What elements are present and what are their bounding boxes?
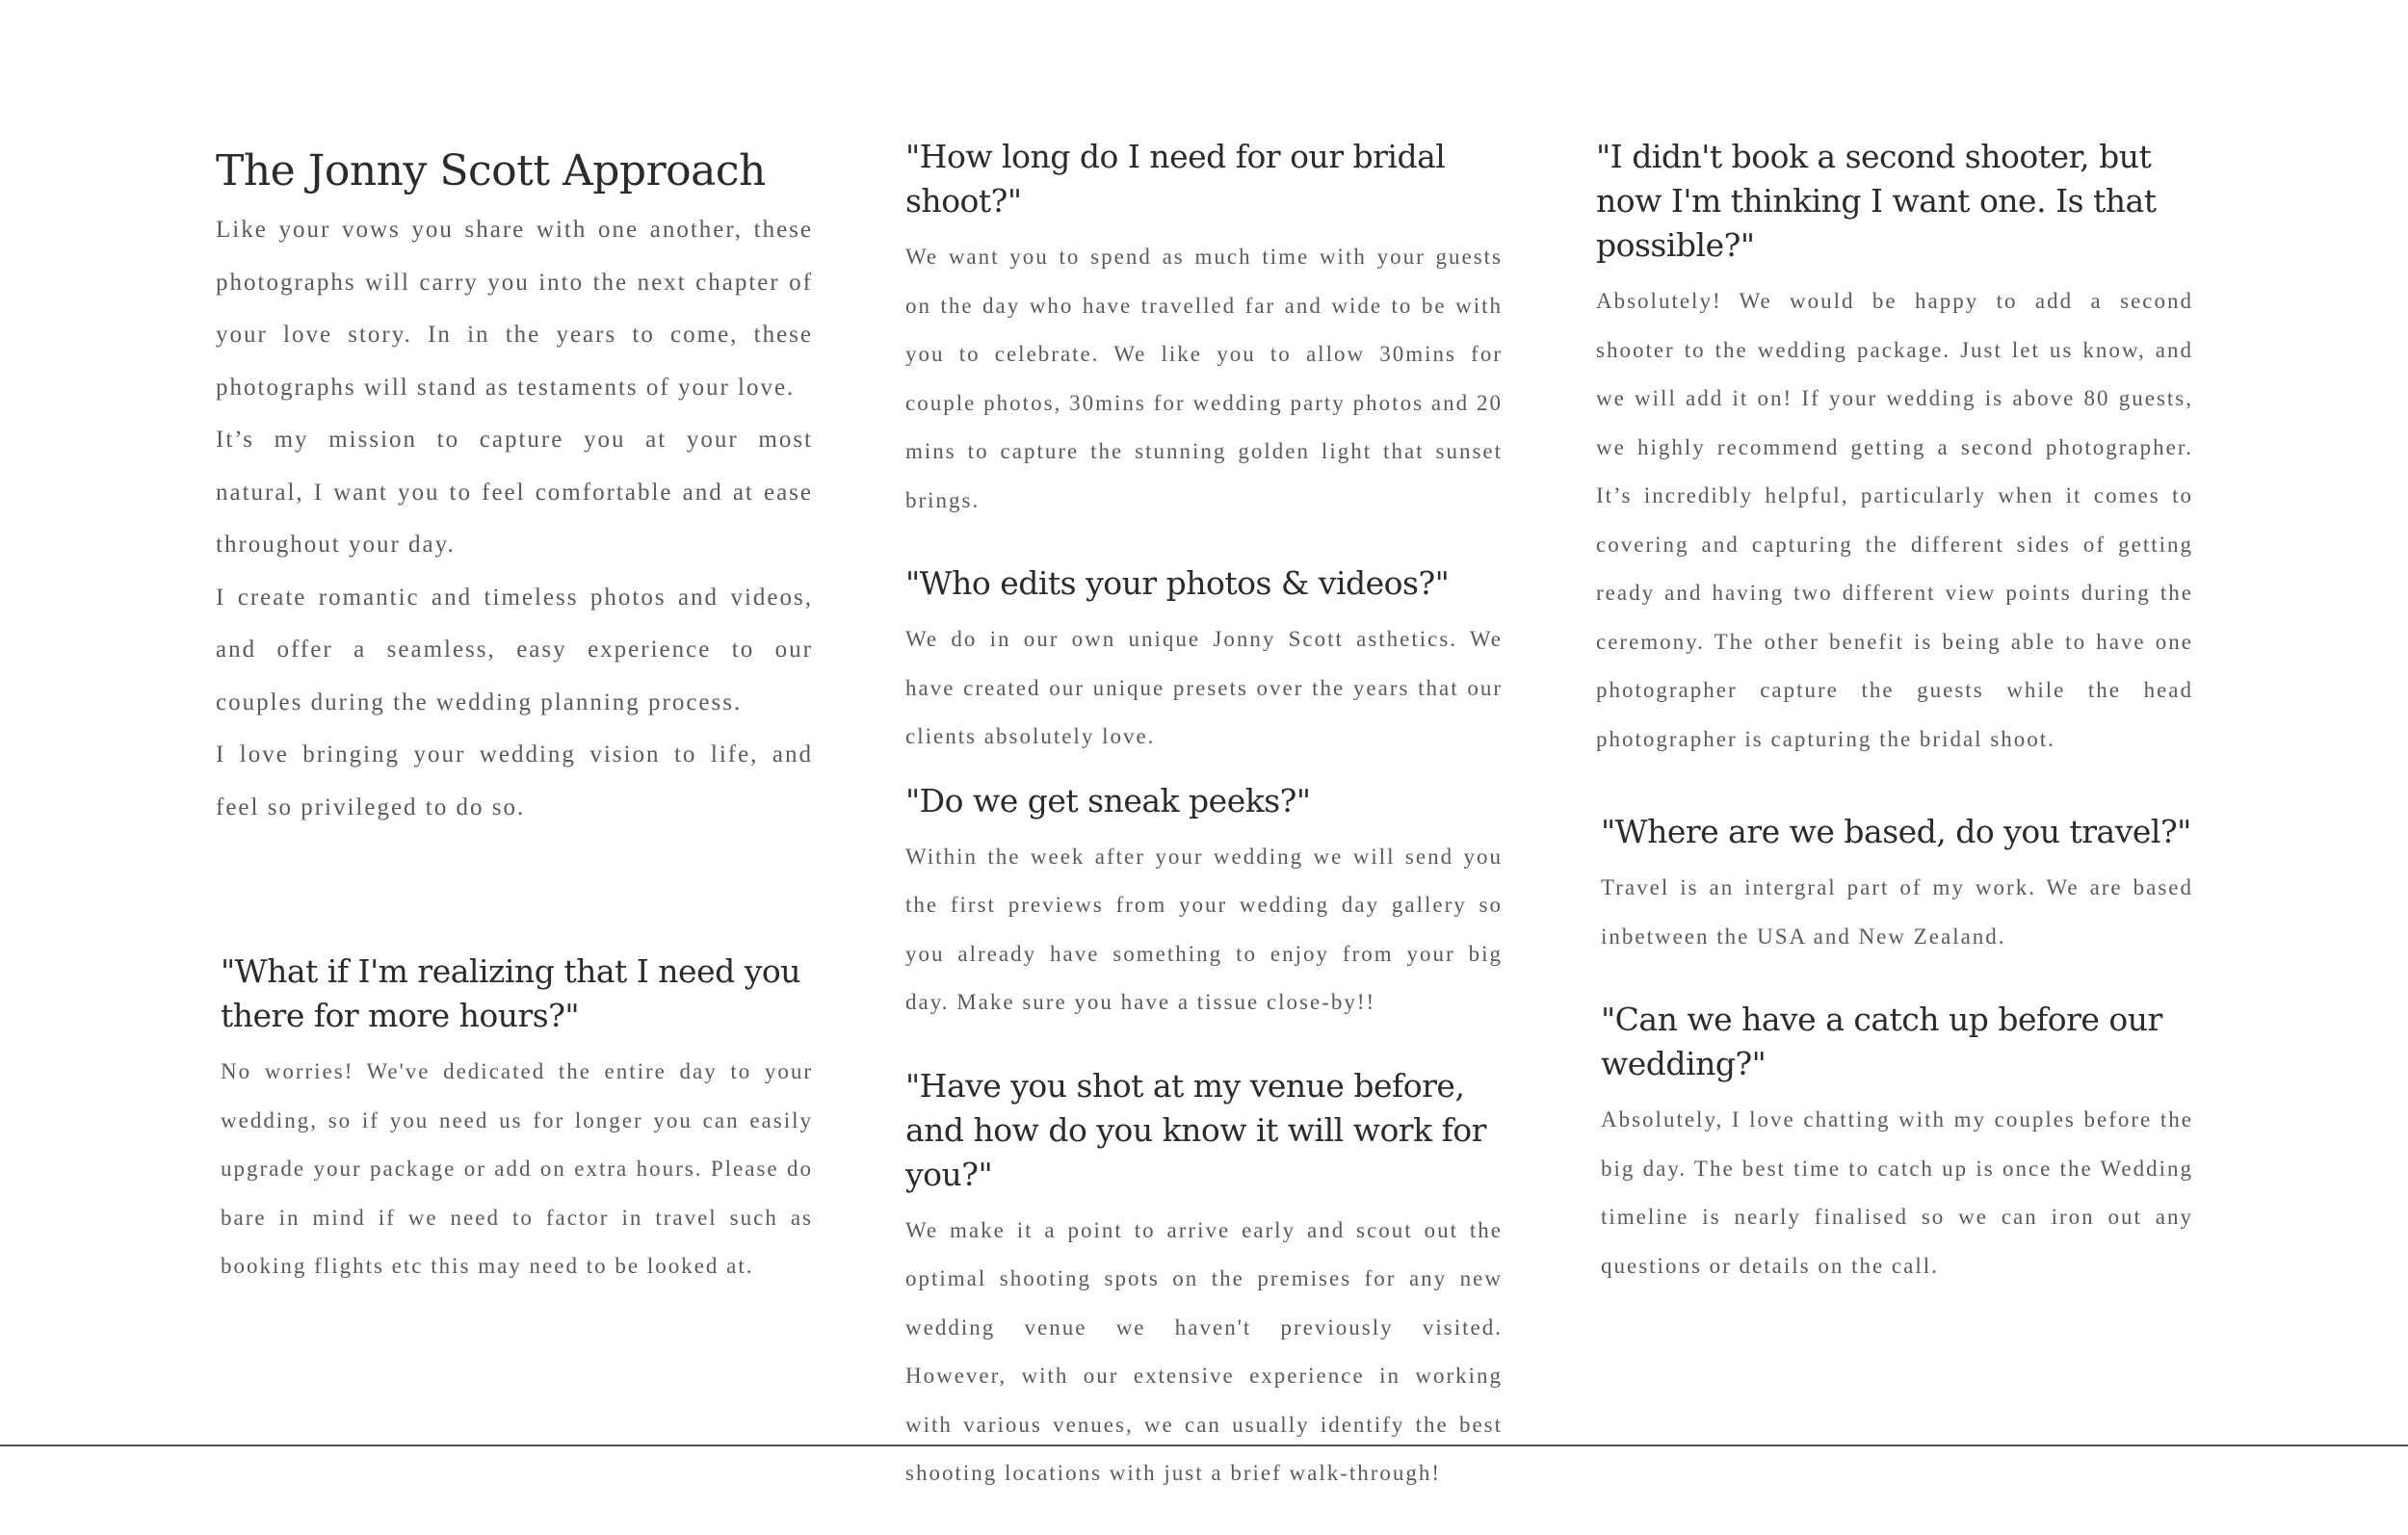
faq-question: "Can we have a catch up before our wedding?" xyxy=(1601,1001,2162,1082)
approach-paragraph-3: I create romantic and timeless photos and videos, and offer a seamless, easy experience to our couples during the wedding planning process. xyxy=(216,584,813,715)
bottom-divider xyxy=(0,1444,2408,1446)
faq-answer: Absolutely! We would be happy to add a second shooter to the wedding package. Just let us know, and we will add it on! If your wedding is above 80 guests, we highly recommend getting a second photographer. It’s incredibly helpful, particularly when it comes to covering and capturing the different sides of getting ready and having two different view points during the ceremony. The other benefit is being able to have one photographer capture the guests while the head photographer is capturing the bridal shoot. xyxy=(1596,289,2193,751)
faq-answer: We do in our own unique Jonny Scott asthetics. We have created our unique presets over the years that our clients absolutely love. xyxy=(905,627,1503,748)
column-faq-middle xyxy=(905,135,1503,1535)
faq-question: "I didn't book a second shooter, but now I'm thinking I want one. Is that possible?" xyxy=(1596,138,2157,264)
faq-answer: Travel is an intergral part of my work. We are based inbetween the USA and New Zealand. xyxy=(1601,875,2193,949)
faq-answer: We make it a point to arrive early and scout out the optimal shooting spots on the premises for any new wedding venue we haven't previously visited. However, with our extensive experience in working with various venues, we can usually identify the best shooting locations with just a brief walk-through! xyxy=(905,1217,1503,1485)
faq-answer: Absolutely, I love chatting with my couples before the big day. The best time to catch up is once the Wedding timeline is nearly finalised so we can iron out any questions or details on the call. xyxy=(1601,1107,2193,1278)
faq-catch-up xyxy=(1601,998,2193,1290)
approach-section xyxy=(216,143,813,834)
approach-paragraph-4: I love bringing your wedding vision to life, and feel so privileged to do so. xyxy=(216,741,813,820)
faq-answer: We want you to spend as much time with your guests on the day who have travelled far and wide to be with you to celebrate. We like you to allow 30mins for couple photos, 30mins for wedding party photos and 20 mins to capture the stunning golden light that sunset brings. xyxy=(905,245,1503,512)
faq-question: "How long do I need for our bridal shoot?" xyxy=(905,138,1446,220)
faq-who-edits xyxy=(905,561,1503,762)
faq-question: "What if I'm realizing that I need you there for more hours?" xyxy=(221,952,800,1034)
column-faq-right xyxy=(1596,135,2193,1327)
column-approach xyxy=(216,135,813,1328)
faq-answer: Within the week after your wedding we will send you the first previews from your wedding day gallery so you already have something to enjoy from your big day. Make sure you have a tissue close-by!! xyxy=(905,844,1503,1014)
faq-question: "Have you shot at my venue before, and how do you know it will work for you?" xyxy=(905,1066,1486,1193)
faq-more-hours xyxy=(221,950,813,1291)
faq-based-travel xyxy=(1601,810,2193,961)
faq-second-shooter xyxy=(1596,135,2193,764)
approach-paragraph-2: It’s my mission to capture you at your most natural, I want you to feel comfortable and at ease throughout your day. xyxy=(216,427,813,558)
faq-venue xyxy=(905,1064,1503,1498)
faq-answer: No worries! We've dedicated the entire day to your wedding, so if you need us for longer you can easily upgrade your package or add on extra hours. Please do bare in mind if we need to factor in travel such as booking flights etc this may need to be looked at. xyxy=(221,1059,813,1278)
faq-question: "Where are we based, do you travel?" xyxy=(1601,813,2191,850)
faq-question: "Do we get sneak peeks?" xyxy=(905,781,1311,820)
approach-title: The Jonny Scott Approach xyxy=(216,146,766,195)
faq-bridal-shoot xyxy=(905,135,1503,525)
faq-question: "Who edits your photos & videos?" xyxy=(905,564,1450,602)
faq-sneak-peeks xyxy=(905,779,1503,1028)
approach-paragraph-1: Like your vows you share with one another, these photographs will carry you into the next chapter of your love story. In in the years to come, these photographs will stand as testaments of your love. xyxy=(216,217,813,401)
